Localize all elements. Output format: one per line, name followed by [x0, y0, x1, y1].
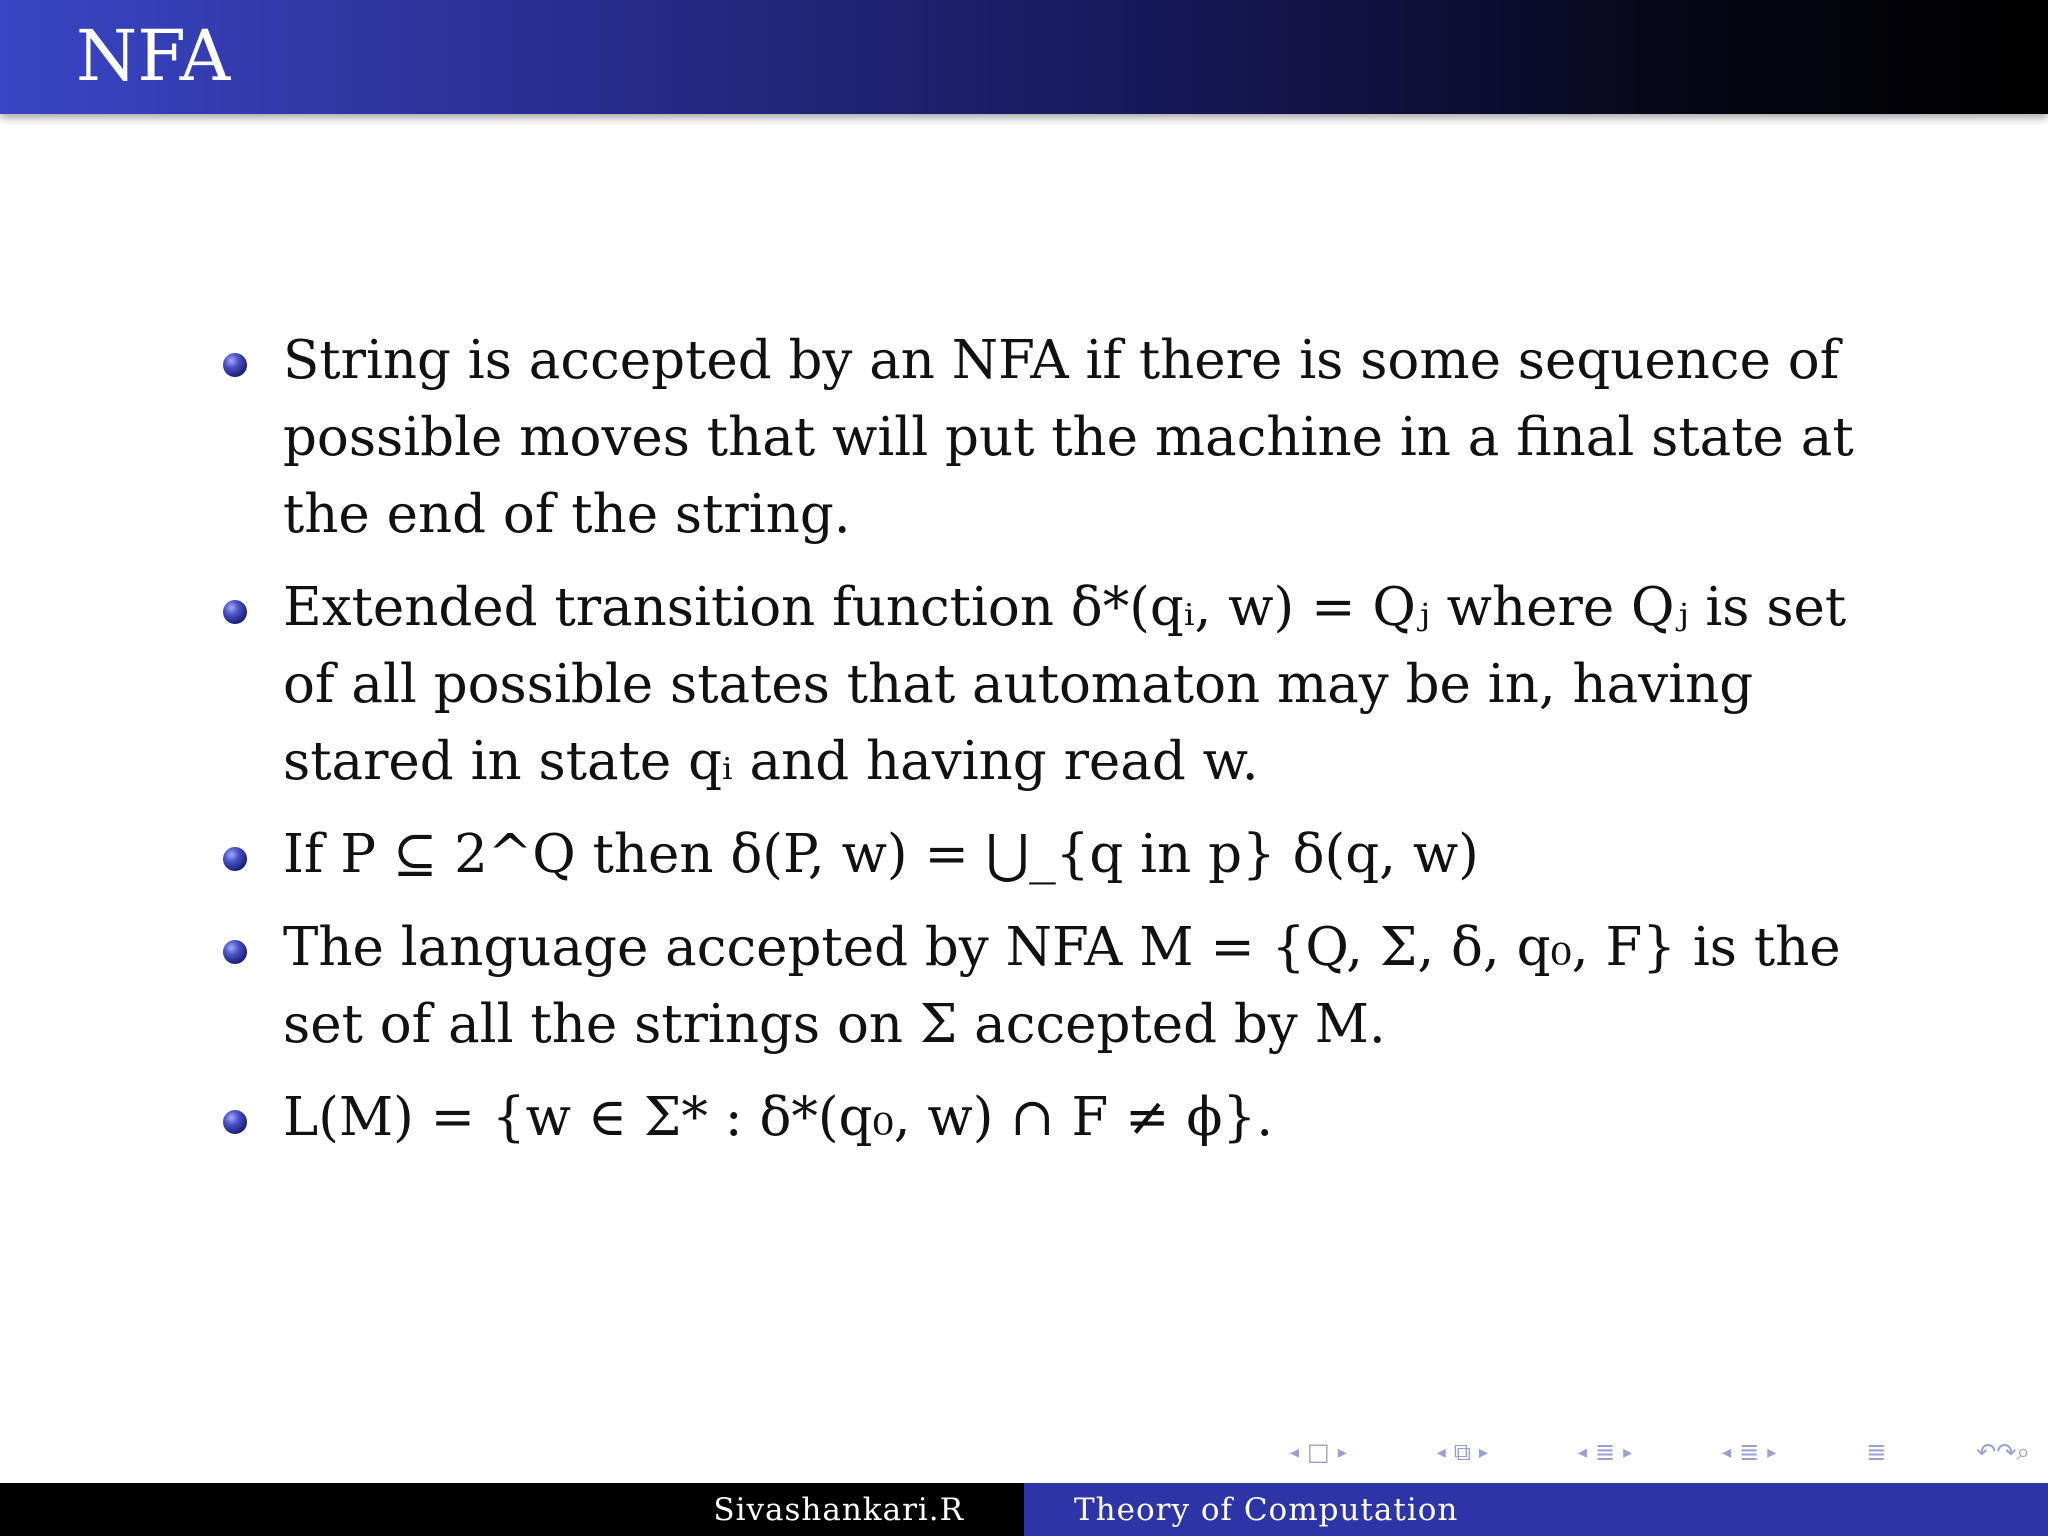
bullet-icon — [223, 353, 247, 377]
bullet-icon — [223, 1110, 247, 1134]
bullet-text: Extended transition function δ*(qᵢ, w) = Qⱼ where Qⱼ is set of all possible states that automaton may be in, having stared in state qᵢ and having read w. — [283, 577, 1847, 792]
list-item — [218, 1079, 1898, 1156]
footer-course: Theory of Computation — [1024, 1483, 2048, 1536]
nav-search-icon[interactable]: ↶↷⌕ — [1976, 1438, 2030, 1466]
nav-frame-icon[interactable]: ◂ □ ▸ — [1290, 1438, 1347, 1466]
bullet-icon — [223, 600, 247, 624]
bullet-text: The language accepted by NFA M = {Q, Σ, δ, q₀, F} is the set of all the strings on Σ accepted by M. — [283, 917, 1841, 1055]
navigation-bar — [1290, 1432, 2030, 1472]
footer-author: Sivashankari.R — [0, 1483, 1024, 1536]
footer — [0, 1483, 2048, 1536]
list-item — [218, 569, 1898, 800]
list-item — [218, 816, 1898, 893]
bullet-text: String is accepted by an NFA if there is some sequence of possible moves that will put the machine in a final state at the end of the string. — [283, 330, 1854, 545]
list-item — [218, 909, 1898, 1063]
nav-subsection-icon[interactable]: ◂ ⧉ ▸ — [1436, 1438, 1488, 1466]
title-bar — [0, 0, 2048, 114]
bullet-text: If P ⊆ 2^Q then δ(P, w) = ⋃_{q in p} δ(q, w) — [283, 824, 1479, 885]
list-item — [218, 322, 1898, 553]
nav-toc-icon[interactable]: ≣ — [1866, 1438, 1887, 1466]
nav-subsubsection-icon[interactable]: ◂ ≣ ▸ — [1722, 1438, 1777, 1466]
frame-title: NFA — [76, 15, 231, 97]
bullet-icon — [223, 940, 247, 964]
bullet-text: L(M) = {w ∈ Σ* : δ*(q₀, w) ∩ F ≠ ϕ}. — [283, 1087, 1274, 1148]
nav-section-icon[interactable]: ◂ ≣ ▸ — [1577, 1438, 1633, 1466]
bullet-icon — [223, 847, 247, 871]
content-list — [218, 322, 1898, 1172]
